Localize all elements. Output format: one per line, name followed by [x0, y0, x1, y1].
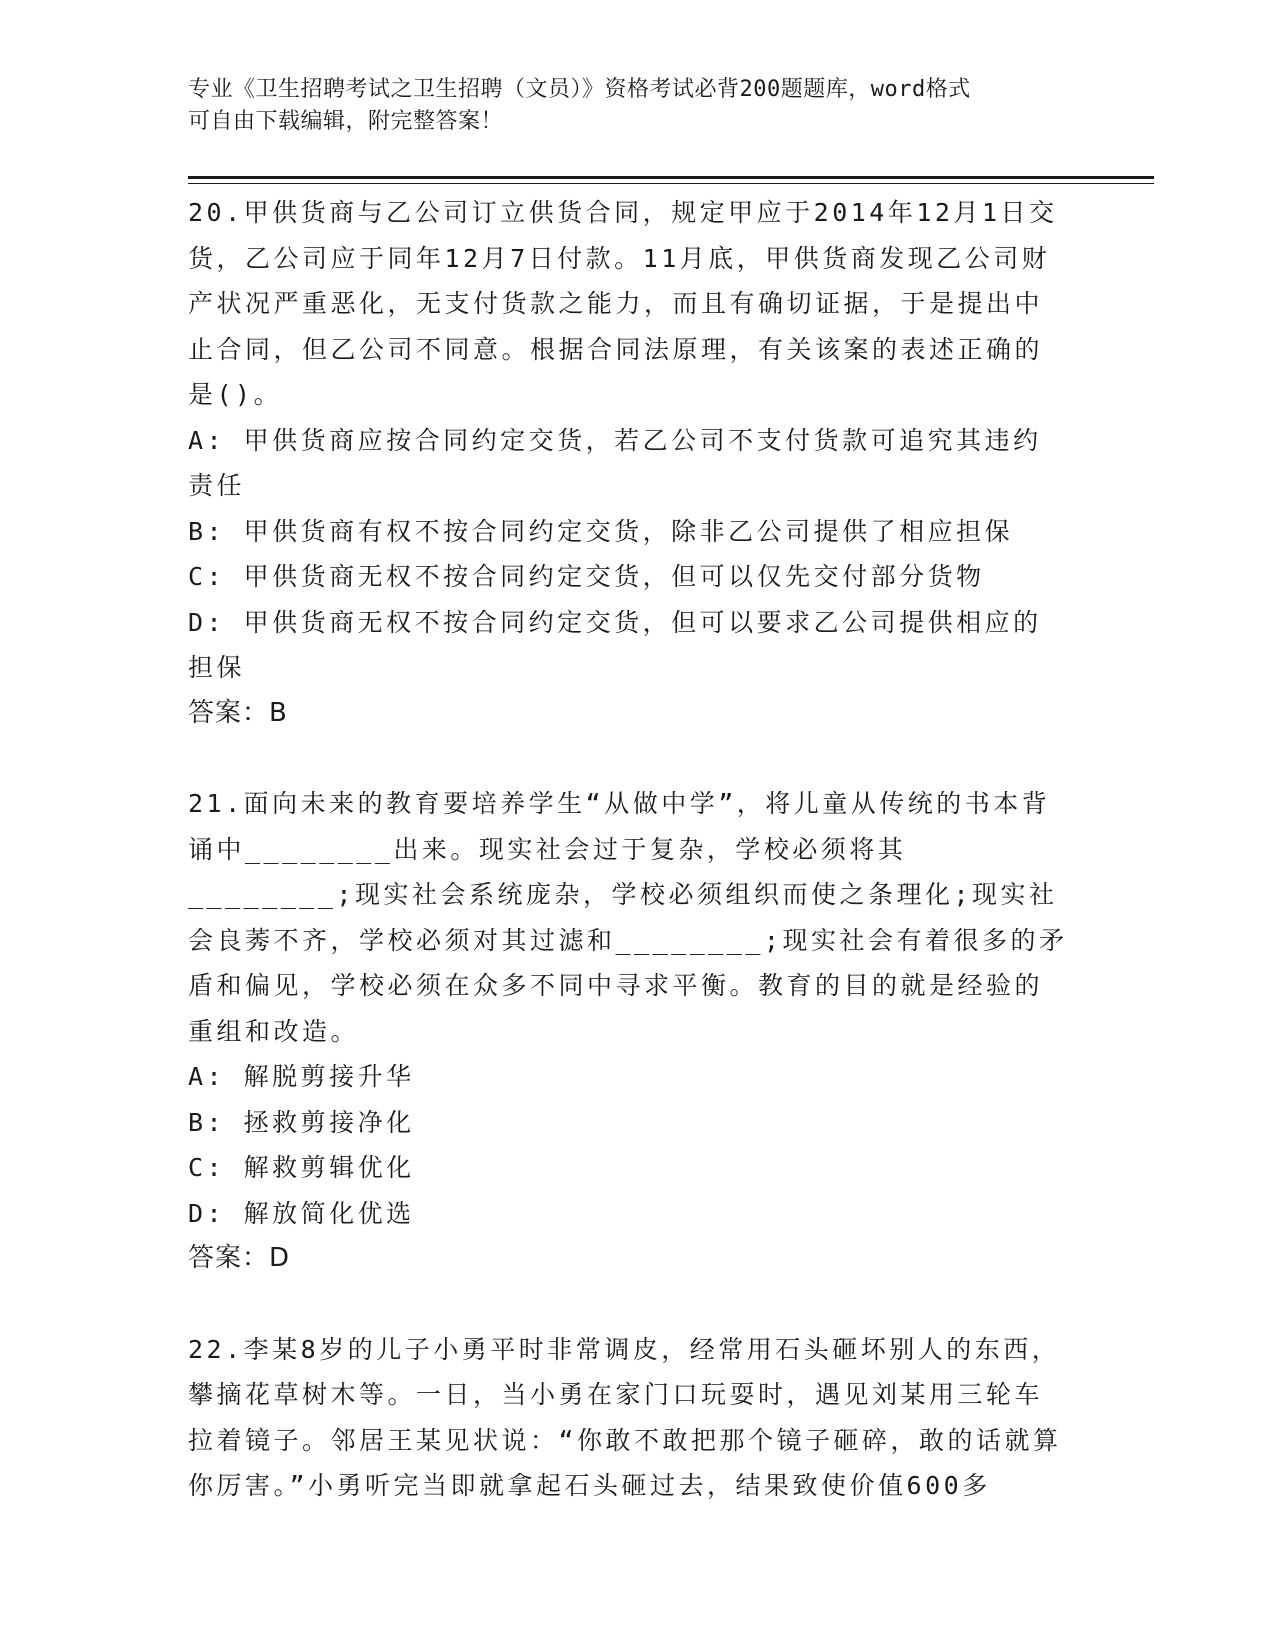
question-20	[188, 190, 1068, 736]
option-d: D: 解放简化优选	[188, 1198, 415, 1228]
page-header	[188, 74, 1068, 138]
question-21	[188, 781, 1068, 1282]
header-line-2: 可自由下载编辑，附完整答案！	[188, 109, 504, 134]
header-divider-thin	[188, 183, 1154, 184]
option-b: B: 拯救剪接净化	[188, 1107, 415, 1137]
question-list	[188, 190, 1068, 1509]
question-stem: 20.甲供货商与乙公司订立供货合同，规定甲应于2014年12月1日交货，乙公司应于同年12月7日付款。11月底，甲供货商发现乙公司财产状况严重恶化，无支付货款之能力，而且有确切证据，于是提出中止合同，但乙公司不同意。根据合同法原理，有关该案的表述正确的是()。	[188, 198, 1058, 409]
header-line-1: 专业《卫生招聘考试之卫生招聘（文员）》资格考试必背200题题库，word格式	[188, 77, 971, 102]
option-a: A: 甲供货商应按合同约定交货，若乙公司不支付货款可追究其违约责任	[188, 425, 1042, 500]
question-stem: 21.面向未来的教育要培养学生“从做中学”，将儿童从传统的书本背诵中________出来。现实社会过于复杂，学校必须将其________;现实社会系统庞杂，学校必须组织而使之条理化;现实社会良莠不齐，学校必须对其过滤和________;现实社会有着很多的矛盾和偏见，学校必须在众多不同中寻求平衡。教育的目的就是经验的重组和改造。	[188, 789, 1068, 1046]
option-c: C: 解救剪辑优化	[188, 1153, 415, 1182]
option-d: D: 甲供货商无权不按合同约定交货，但可以要求乙公司提供相应的担保	[188, 607, 1042, 682]
option-a: A: 解脱剪接升华	[188, 1062, 415, 1091]
question-22	[188, 1327, 1068, 1509]
header-divider-thick	[188, 176, 1154, 179]
answer-line: 答案：D	[188, 1243, 291, 1273]
option-b: B: 甲供货商有权不按合同约定交货，除非乙公司提供了相应担保	[188, 516, 1014, 546]
question-stem: 22.李某8岁的儿子小勇平时非常调皮，经常用石头砸坏别人的东西，攀摘花草树木等。一日，当小勇在家门口玩耍时，遇见刘某用三轮车拉着镜子。邻居王某见状说：“你敢不敢把那个镜子砸碎，敢的话就算你厉害。”小勇听完当即就拿起石头砸过去，结果致使价值600多	[188, 1334, 1062, 1500]
option-c: C: 甲供货商无权不按合同约定交货，但可以仅先交付部分货物	[188, 562, 985, 591]
answer-line: 答案：B	[188, 697, 288, 728]
